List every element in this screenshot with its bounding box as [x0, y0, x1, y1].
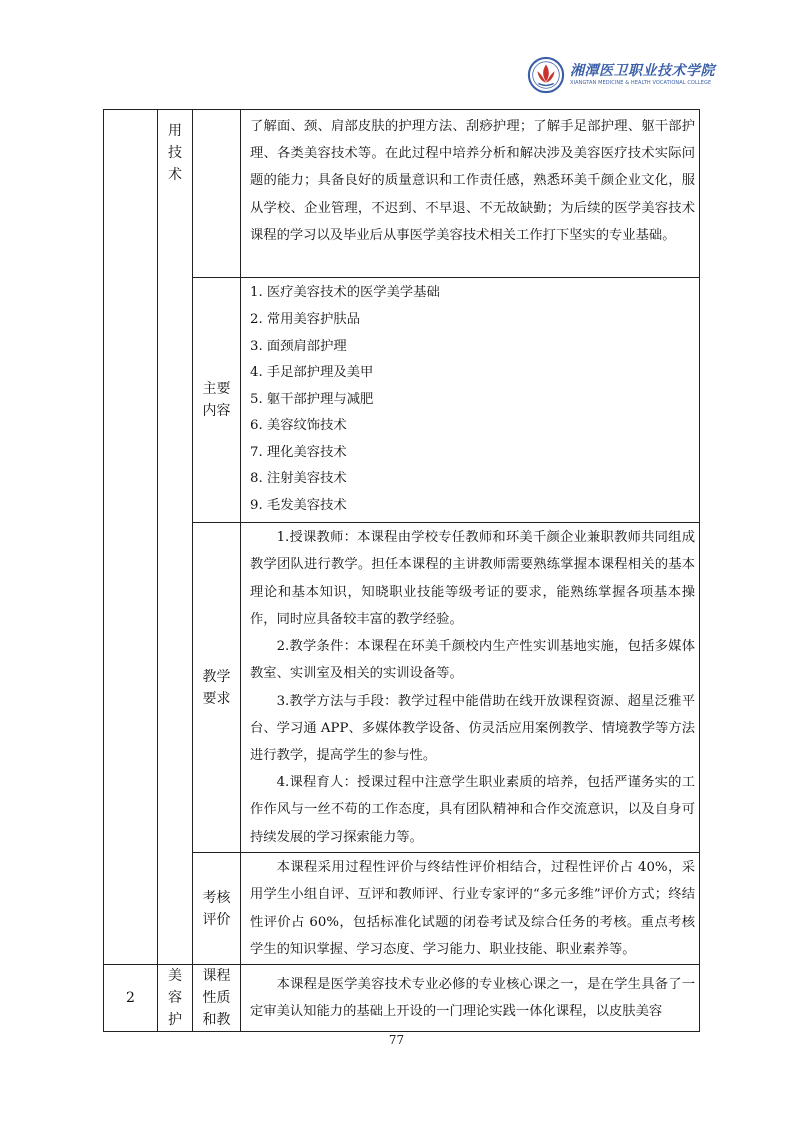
teaching-requirements-row: [104, 523, 700, 853]
objective-label-cell-empty: [193, 110, 241, 278]
course-nature-text: [241, 965, 700, 1032]
logo-english-name: XIANGTAN MEDICINE & HEALTH VOCATIONAL COLLEGE: [570, 80, 712, 86]
logo-chinese-name: 湘潭医卫职业技术学院: [570, 63, 715, 79]
teaching-requirements-label-line: 教学: [202, 668, 231, 685]
main-content-label-line: 主要: [202, 381, 231, 397]
main-content-list: [241, 278, 700, 523]
list-item: 4. 手足部护理及美甲: [250, 365, 374, 381]
teaching-requirements-label-line: 要求: [202, 690, 231, 707]
list-item: 6. 美容纹饰技术: [250, 418, 347, 434]
teaching-requirements-label: [193, 523, 241, 853]
paragraph: 本课程采用过程性评价与终结性评价相结合，过程性评价占 40%，采用学生小组自评、互评和教师评、行业专家评的“多元多维”评价方式；终结性评价占 60%，包括标准化试题的闭卷考试及综合任务的考核。重点考核学生的知识掌握、学习态度、学习能力、职业技能、职业素养等。: [250, 860, 695, 957]
course-name-char: 护: [168, 1012, 182, 1028]
list-item: 1. 医疗美容技术的医学美学基础: [250, 285, 440, 301]
objective-paragraph: 了解面、颈、肩部皮肤的护理方法、刮痧护理；了解手足部护理、躯干部护理、各类美容技术等。在此过程中培养分析和解决涉及美容医疗技术实际问题的能力；具备良好的质量意识和工作责任感，熟悉环美千颜企业文化，服从学校、企业管理，不迟到、不早退、不无故缺勤；为后续的医学美容技术课程的学习以及毕业后从事医学美容技术相关工作打下坚实的专业基础。: [250, 119, 695, 243]
list-item: 2. 常用美容护肤品: [250, 311, 360, 327]
course-name-char: 容: [168, 990, 182, 1006]
main-content-label-line: 内容: [202, 403, 231, 419]
paragraph: 1.授课教师：本课程由学校专任教师和环美千颜企业兼职教师共同组成教学团队进行教学。担任本课程的主讲教师需要熟练掌握本课程相关的基本理论和基本知识，知晓职业技能等级考证的要求，能熟练掌握各项基本操作，同时应具备较丰富的教学经验。: [250, 530, 695, 627]
college-emblem-icon: [527, 56, 565, 94]
course-name-cell: [158, 110, 193, 965]
paragraph: 4.课程育人：授课过程中注意学生职业素质的培养，包括严谨务实的工作作风与一丝不苟的工作态度，具有团队精神和合作交流意识，以及自身可持续发展的学习探索能力等。: [250, 775, 695, 845]
list-item: 8. 注射美容技术: [250, 471, 347, 487]
paragraph: 3.教学方法与手段：教学过程中能借助在线开放课程资源、超星泛雅平台、学习通 APP、多媒体教学设备、仿灵活应用案例教学、情境教学等方法进行教学，提高学生的参与性。: [250, 693, 695, 763]
list-item: 9. 毛发美容技术: [250, 498, 347, 514]
course-nature-label: [193, 965, 241, 1032]
course-name-char: 技: [168, 145, 182, 161]
course-name-char: 美: [168, 968, 182, 984]
course-name-char: 用: [168, 123, 182, 139]
paragraph: 本课程是医学美容技术专业必修的专业核心课之一，是在学生具备了一定审美认知能力的基础上开设的一门理论实践一体化课程，以皮肤美容: [250, 976, 695, 1019]
assessment-row: [104, 853, 700, 965]
list-item: 5. 躯干部护理与减肥: [250, 391, 374, 407]
objective-row: [104, 110, 700, 278]
page-number: 77: [388, 1033, 405, 1047]
row-number: 2: [104, 965, 158, 1032]
course-name-char: 术: [168, 167, 182, 183]
college-logo: [527, 54, 717, 96]
assessment-label: [193, 853, 241, 965]
course-row-2: [104, 965, 700, 1032]
course-nature-label-line: 性质: [202, 990, 231, 1006]
teaching-requirements-text: [241, 523, 700, 853]
list-item: 7. 理化美容技术: [250, 444, 347, 460]
assessment-label-line: 评价: [202, 911, 231, 928]
main-content-label: [193, 278, 241, 523]
main-content-row: [104, 278, 700, 523]
paragraph: 2.教学条件：本课程在环美千颜校内生产性实训基地实施，包括多媒体教室、实训室及相关的实训设备等。: [250, 639, 695, 682]
index-cell-empty: [104, 110, 158, 965]
course-table: [103, 109, 700, 1032]
assessment-text: [241, 853, 700, 965]
course-nature-label-line: 课程: [202, 968, 231, 984]
course-nature-label-line: 和教: [202, 1012, 231, 1028]
course-name-cell: [158, 965, 193, 1032]
list-item: 3. 面颈肩部护理: [250, 338, 347, 354]
assessment-label-line: 考核: [202, 889, 231, 906]
objective-text: [241, 110, 700, 278]
